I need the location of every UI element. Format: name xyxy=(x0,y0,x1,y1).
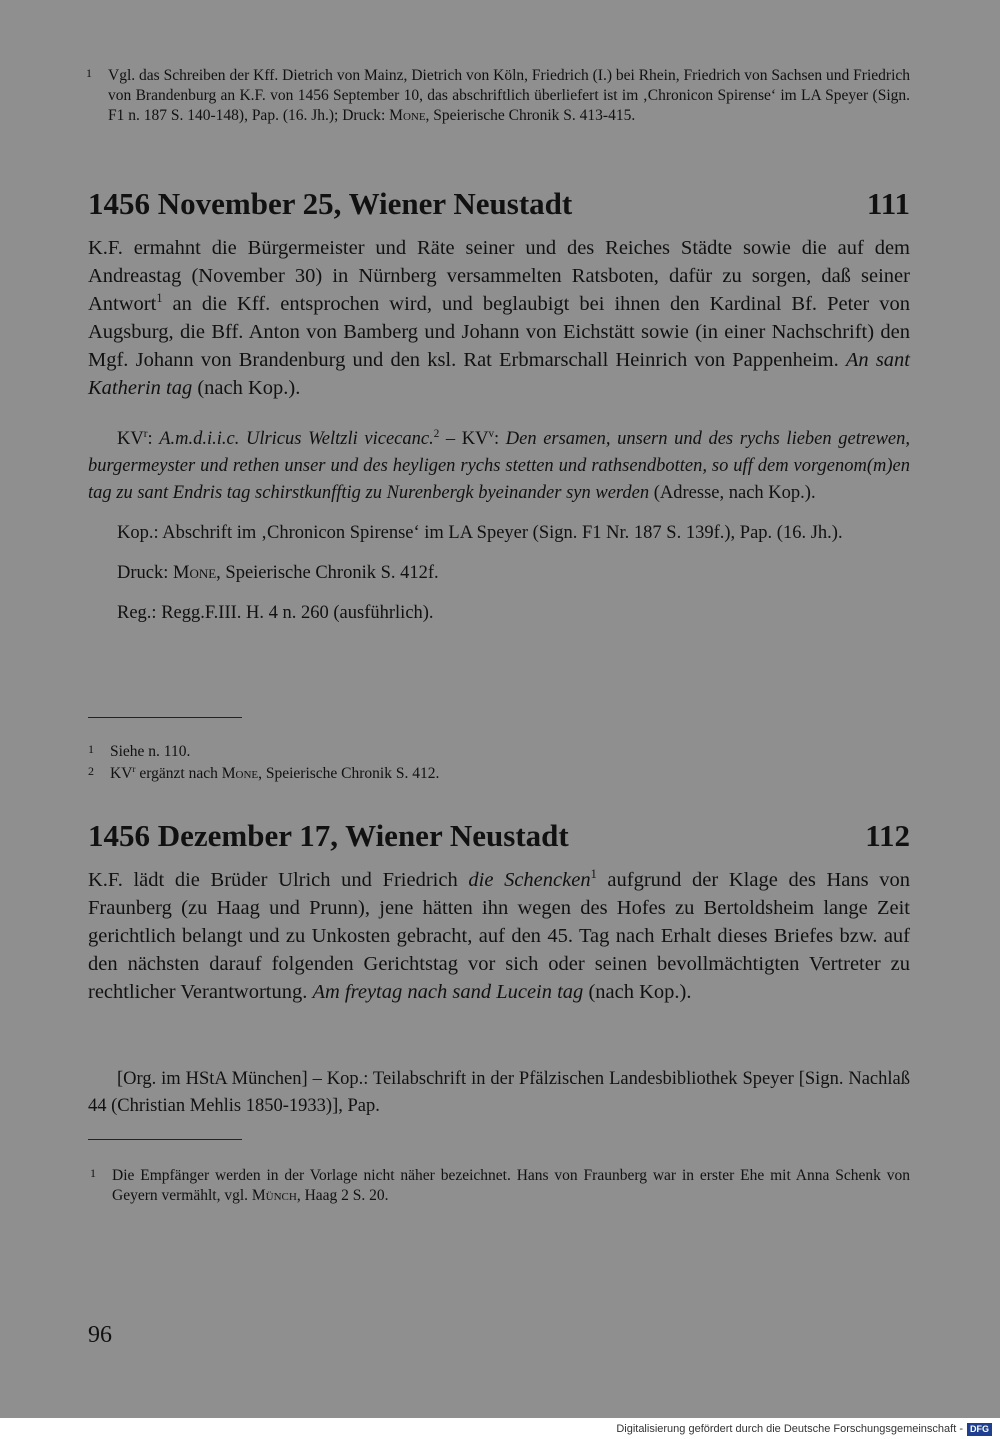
kv-end: (Adresse, nach Kop.). xyxy=(649,483,816,503)
date-quote: An sant Katherin tag xyxy=(88,349,910,399)
summary-text: K.F. lädt die Brüder Ulrich und Friedrich xyxy=(88,869,469,891)
entry-summary-111 xyxy=(88,234,910,402)
footnote-text: Die Empfänger werden in der Vorlage nicht näher bezeichnet. Hans von Fraunberg war in erster Ehe mit Anna Schenk von Geyern vermählt, vgl. xyxy=(112,1167,910,1204)
footnote-mark: 1 xyxy=(86,66,92,80)
author-smallcaps: Mone xyxy=(389,107,426,124)
author-smallcaps: Münch xyxy=(251,1187,297,1204)
credit-text: Digitalisierung gefördert durch die Deutsche Forschungsgemeinschaft - xyxy=(616,1423,963,1435)
footnote-112-1 xyxy=(90,1166,910,1206)
footnote-111-1 xyxy=(88,742,910,762)
quote: die Schencken xyxy=(468,869,591,891)
summary-text: (nach Kop.). xyxy=(192,377,301,399)
footnote-text-end: , Speierische Chronik S. 413-415. xyxy=(425,107,636,124)
summary-text: an die Kff. entsprochen wird, und beglaubigt bei ihnen den Kardinal Bf. Peter von Augsburg, die Bff. Anton von Bamberg und Johann von Eichstätt sowie (in einer Nachschrift) den Mgf. Johann von Brandenburg und den ksl. Rat Erbmarschall Heinrich von Pappenheim. xyxy=(88,293,910,371)
entry-notes-112 xyxy=(88,1066,910,1120)
footnote-mark: 2 xyxy=(88,764,94,778)
druck-paragraph xyxy=(88,560,910,587)
kv-label: KV xyxy=(117,429,144,449)
footnote-111-2 xyxy=(88,764,910,784)
entry-heading-111 xyxy=(88,186,910,222)
org-paragraph: [Org. im HStA München] – Kop.: Teilabschrift in der Pfälzischen Landesbibliothek Speyer [Sign. Nachlaß 44 (Christian Mehlis 1850-1933)], Pap. xyxy=(88,1069,910,1116)
footnote-ref: 1 xyxy=(590,867,597,882)
kv-sup: r xyxy=(143,427,148,440)
footnote-divider xyxy=(88,1139,242,1140)
druck-label: Druck: xyxy=(117,563,173,583)
footnote-text: Vgl. das Schreiben der Kff. Dietrich von Mainz, Dietrich von Köln, Friedrich (I.) bei Rhein, Friedrich von Sachsen und Friedrich von Brandenburg an K.F. von 1456 September 10, das abschriftlich überliefert ist im ‚Chronicon Spirense‘ im LA Speyer (Sign. F1 n. 187 S. 140-148), Pap. (16. Jh.); Druck: xyxy=(108,67,910,124)
summary-text: aufgrund der Klage des Hans von Fraunberg (zu Haag und Prunn), jene hätten ihn wegen des Hofes zu Bertoldsheim lange Zeit gerichtlich belangt und zu Unkosten gebracht, auf den 45. Tag nach Erhalt dieses Briefes bzw. auf den nächsten darauf folgenden Gerichtstag vor sich oder seinen bevollmächtigten Vertreter zu rechtlicher Verantwortung. xyxy=(88,869,910,1003)
page-number: 96 xyxy=(88,1322,112,1348)
kv-address-quote: Den ersamen, unsern und des rychs lieben getrewen, burgermeyster und rethen unser und des heyligen rychs stetten und rathsendbotten, so uff dem vorgenom(m)en tag zu sant Endris tag schirstkunfftig zu Nurenbergk byeinander syn werden xyxy=(88,429,910,503)
kop-paragraph: Kop.: Abschrift im ‚Chronicon Spirense‘ im LA Speyer (Sign. F1 Nr. 187 S. 139f.), Pap. (16. Jh.). xyxy=(117,523,843,543)
summary-text: (nach Kop.). xyxy=(583,981,692,1003)
druck-text: , Speierische Chronik S. 412f. xyxy=(216,563,439,583)
kv-paragraph xyxy=(88,426,910,507)
kv-quote: A.m.d.i.i.c. Ulricus Weltzli vicecanc. xyxy=(159,429,434,449)
entry-date-place: 1456 Dezember 17, Wiener Neustadt xyxy=(88,818,569,853)
footnote-text: , Haag 2 S. 20. xyxy=(296,1187,389,1204)
footnote-text: Siehe n. 110. xyxy=(110,743,191,760)
dfg-logo: DFG xyxy=(967,1423,992,1436)
footnote-text: , Speierische Chronik S. 412. xyxy=(258,765,440,782)
kv-sep: : xyxy=(494,429,506,449)
footnote-mark: 1 xyxy=(90,1166,96,1180)
footnote-ref: 1 xyxy=(156,291,163,306)
kv-label: – KV xyxy=(439,429,489,449)
entry-number: 112 xyxy=(865,818,910,853)
date-quote: Am freytag nach sand Lucein tag xyxy=(312,981,584,1003)
funding-credit xyxy=(616,1422,992,1436)
author-smallcaps: Mone xyxy=(221,765,259,782)
entry-summary-112 xyxy=(88,866,910,1006)
entry-notes-111 xyxy=(88,426,910,627)
author-smallcaps: Mone xyxy=(173,563,217,583)
kv-sup: v xyxy=(488,427,494,440)
footnote-divider xyxy=(88,717,242,718)
kv-sup: r xyxy=(132,764,136,775)
top-footnote xyxy=(86,66,910,126)
footnote-text: KV xyxy=(110,765,133,782)
footnote-text: ergänzt nach xyxy=(135,765,222,782)
entry-date-place: 1456 November 25, Wiener Neustadt xyxy=(88,186,573,221)
footnote-mark: 1 xyxy=(88,742,94,756)
entry-heading-112 xyxy=(88,818,910,854)
reg-paragraph: Reg.: Regg.F.III. H. 4 n. 260 (ausführlich). xyxy=(117,603,434,623)
footnote-ref: 2 xyxy=(433,427,440,440)
entry-number: 111 xyxy=(866,186,910,221)
kv-sep: : xyxy=(147,429,160,449)
summary-text: K.F. ermahnt die Bürgermeister und Räte seiner und des Reiches Städte sowie die auf dem Andreastag (November 30) in Nürnberg versammelten Ratsboten, dafür zu sorgen, daß seiner Antwort xyxy=(88,237,910,315)
